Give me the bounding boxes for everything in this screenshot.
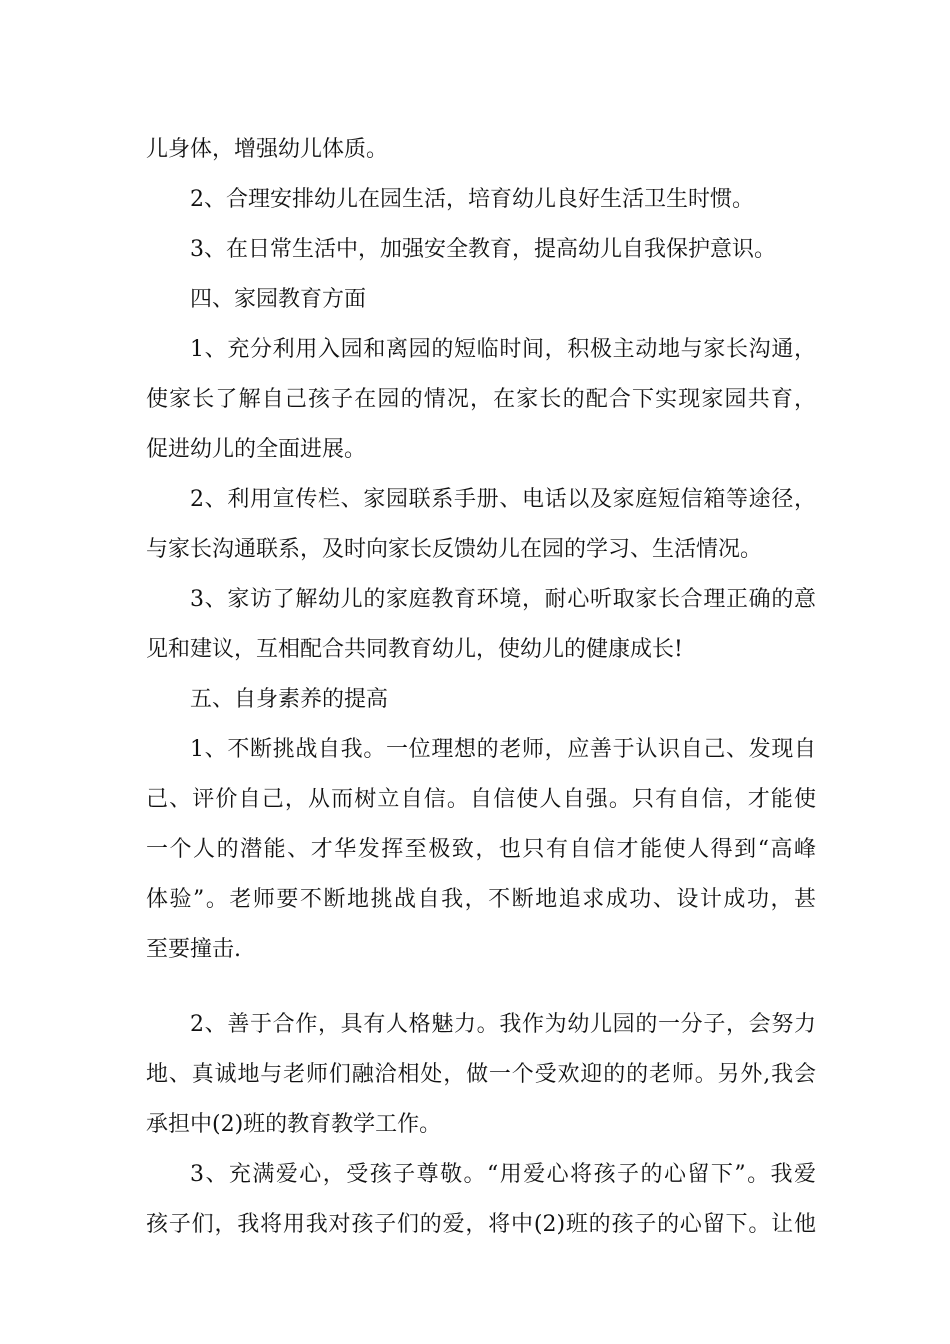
paragraph-line: 见和建议，互相配合共同教育幼儿，使幼儿的健康成长! xyxy=(146,637,683,662)
section-heading: 五、自身素养的提高 xyxy=(190,687,389,712)
paragraph-line: 至要撞击. xyxy=(146,937,241,962)
paragraph-line: 3、家访了解幼儿的家庭教育环境，耐心听取家长合理正确的意 xyxy=(190,587,816,612)
paragraph-line: 儿身体，增强幼儿体质。 xyxy=(146,137,389,162)
paragraph-line: 地、真诚地与老师们融洽相处，做一个受欢迎的的老师。另外,我会 xyxy=(146,1062,816,1087)
paragraph-line: 1、不断挑战自我。一位理想的老师，应善于认识自己、发现自 xyxy=(190,737,816,762)
paragraph-line: 体验”。老师要不断地挑战自我，不断地追求成功、设计成功，甚 xyxy=(146,887,816,912)
paragraph-line: 2、善于合作，具有人格魅力。我作为幼儿园的一分子，会努力 xyxy=(190,1012,816,1037)
paragraph-line: 一个人的潜能、才华发挥至极致，也只有自信才能使人得到“高峰 xyxy=(146,837,816,862)
paragraph-line: 2、利用宣传栏、家园联系手册、电话以及家庭短信箱等途径， xyxy=(190,487,816,512)
paragraph-line: 促进幼儿的全面进展。 xyxy=(146,437,367,462)
paragraph-line: 2、合理安排幼儿在园生活，培育幼儿良好生活卫生时惯。 xyxy=(190,187,754,212)
paragraph-line: 3、在日常生活中，加强安全教育，提高幼儿自我保护意识。 xyxy=(190,237,776,262)
paragraph-line: 己、评价自己，从而树立自信。自信使人自强。只有自信，才能使 xyxy=(146,787,816,812)
paragraph-line: 与家长沟通联系，及时向家长反馈幼儿在园的学习、生活情况。 xyxy=(146,537,763,562)
paragraph-line: 承担中(2)班的教育教学工作。 xyxy=(146,1112,442,1137)
paragraph-line: 1、充分利用入园和离园的短临时间，积极主动地与家长沟通， xyxy=(190,337,816,362)
paragraph-line: 使家长了解自己孩子在园的情况，在家长的配合下实现家园共育， xyxy=(146,387,816,412)
paragraph-line: 孩子们，我将用我对孩子们的爱，将中(2)班的孩子的心留下。让他 xyxy=(146,1212,816,1237)
paragraph-line: 3、充满爱心，受孩子尊敬。“用爱心将孩子的心留下”。我爱 xyxy=(190,1162,816,1187)
section-heading: 四、家园教育方面 xyxy=(190,287,367,312)
